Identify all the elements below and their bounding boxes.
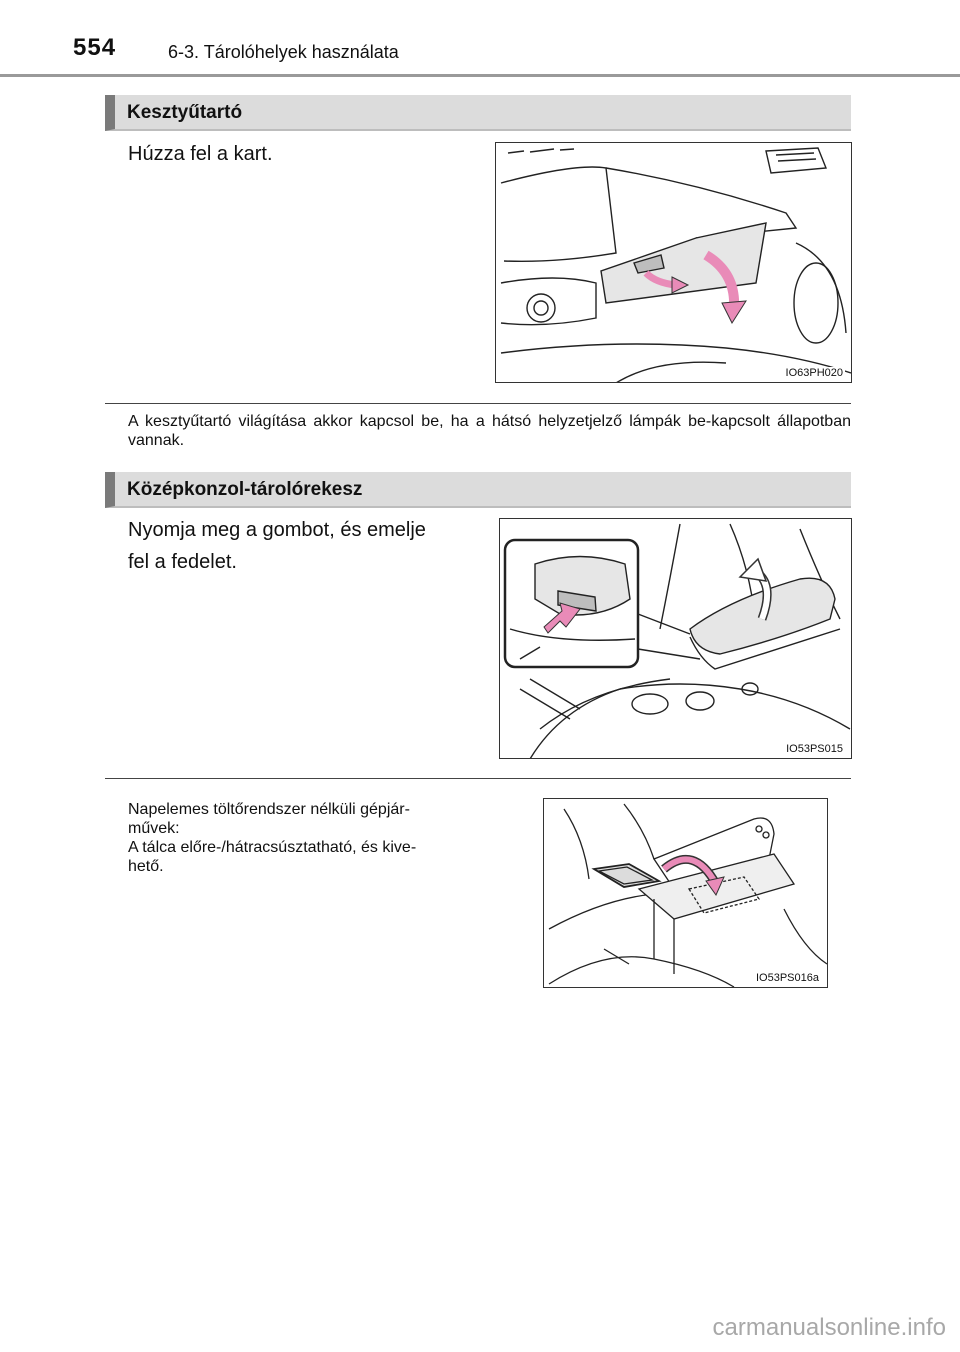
figure-code: IO53PS015	[786, 743, 843, 755]
section-title: Kesztyűtartó	[127, 102, 243, 123]
glovebox-drawing	[496, 143, 852, 383]
section-divider	[105, 778, 851, 779]
console-drawing	[500, 519, 852, 759]
section-divider	[105, 403, 851, 404]
footer-watermark: carmanualsonline.info	[712, 1314, 946, 1341]
header-divider	[0, 74, 960, 77]
console-illustration	[499, 518, 852, 759]
glovebox-instruction: Húzza fel a kart.	[128, 143, 273, 165]
tray-note-line	[128, 800, 518, 819]
tray-drawing	[544, 799, 828, 988]
figure-code: IO53PS016a	[756, 972, 819, 984]
chapter-title: 6-3. Tárolóhelyek használata	[168, 42, 399, 62]
section-header-console	[105, 472, 851, 508]
figure-code: IO63PH020	[785, 367, 843, 379]
console-instruction-line1: Nyomja meg a gombot, és emelje	[128, 519, 426, 541]
page-number: 554	[73, 34, 117, 61]
section-title: Középkonzol-tárolórekesz	[127, 479, 363, 500]
section-header-glovebox	[105, 95, 851, 131]
glovebox-note: A kesztyűtartó világítása akkor kapcsol be, ha a hátsó helyzetjelző lámpák be-kapcsolt állapotban vannak.	[128, 413, 851, 449]
tray-illustration	[543, 798, 828, 988]
tray-note-line4: hető.	[128, 858, 164, 875]
tray-note-line2: művek:	[128, 820, 180, 837]
tray-note	[128, 800, 518, 876]
glovebox-illustration	[495, 142, 852, 383]
tray-note-line3: A tálca előre-/hátracsúsztatható, és kive-	[128, 839, 417, 856]
console-instruction-line2: fel a fedelet.	[128, 551, 237, 573]
tray-note-line1: Napelemes töltőrendszer nélküli gépjár-	[128, 801, 410, 818]
